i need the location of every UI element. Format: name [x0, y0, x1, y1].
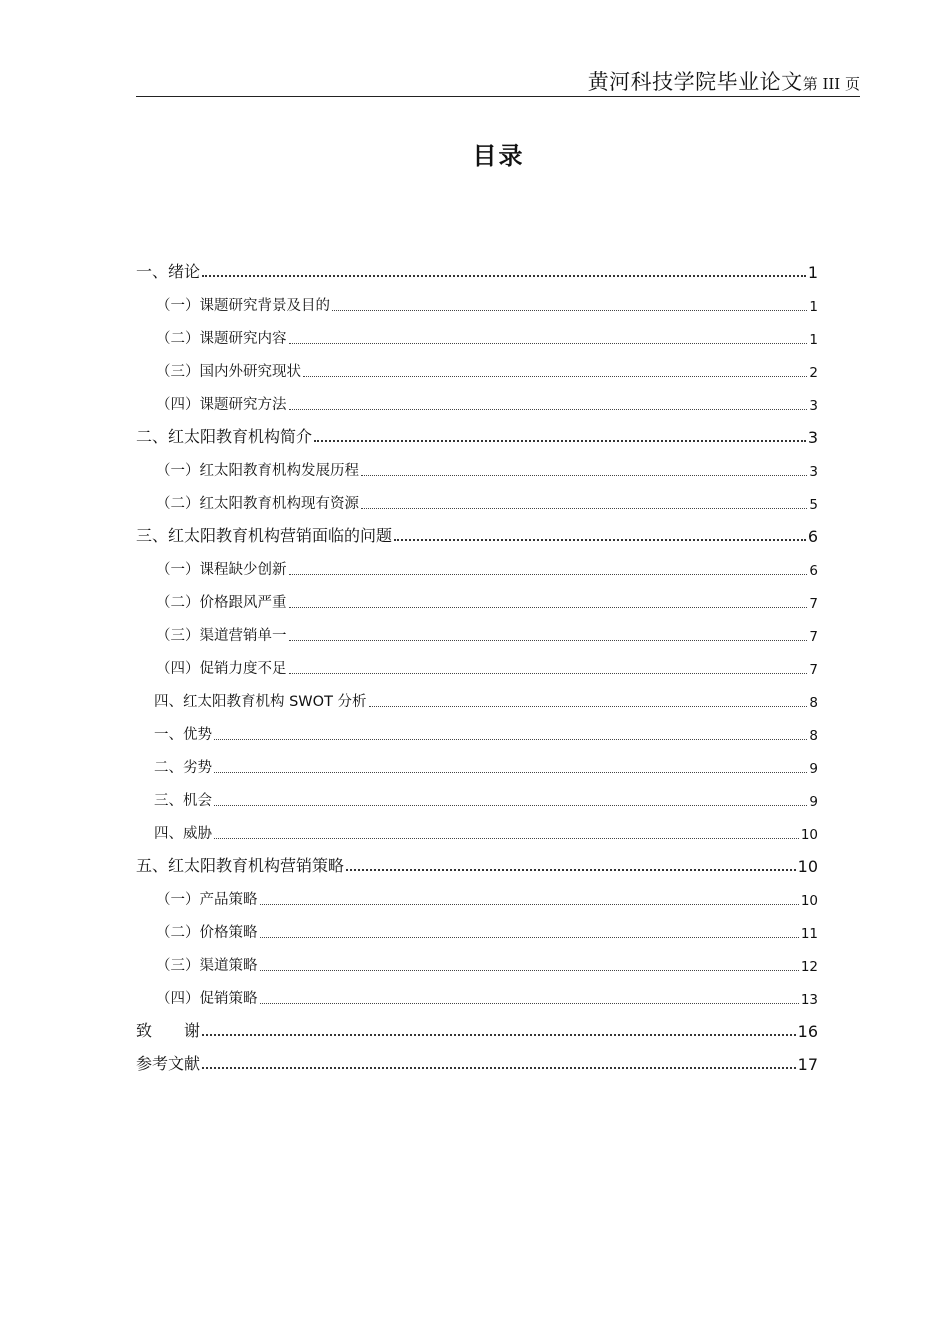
- toc-entry[interactable]: [136, 711, 818, 744]
- toc-entry[interactable]: [136, 315, 818, 348]
- dot-leader: [289, 640, 808, 641]
- toc-entry-page: 13: [800, 992, 818, 1008]
- dot-leader: [202, 275, 806, 277]
- toc-entry-label: （二）价格策略: [156, 925, 258, 941]
- page-number: 第 III 页: [802, 75, 860, 93]
- toc-entry[interactable]: [136, 942, 818, 975]
- toc-entry-label: （三）渠道营销单一: [156, 628, 287, 644]
- dot-leader: [260, 1003, 799, 1004]
- dot-leader: [289, 409, 808, 410]
- toc-entry-label: （三）国内外研究现状: [156, 364, 301, 380]
- dot-leader: [214, 838, 799, 839]
- toc-entry-page: 12: [800, 959, 818, 975]
- dot-leader: [332, 310, 807, 311]
- toc-entry-label: 一、绪论: [136, 262, 201, 281]
- toc-entry-label: 参考文献: [136, 1054, 201, 1073]
- page-title: 目录: [472, 142, 525, 170]
- dot-leader: [289, 343, 808, 344]
- toc-entry[interactable]: [136, 1008, 818, 1041]
- toc-entry-page: 3: [809, 398, 818, 414]
- toc-entry[interactable]: [136, 909, 818, 942]
- toc-entry-page: 3: [807, 428, 818, 447]
- toc-entry-page: 10: [800, 893, 818, 909]
- toc-entry-page: 3: [809, 464, 818, 480]
- dot-leader: [214, 772, 807, 773]
- toc-entry-label: 二、劣势: [154, 760, 212, 776]
- toc-entry-label: 一、优势: [154, 727, 212, 743]
- toc-entry-page: 7: [809, 629, 818, 645]
- toc-entry[interactable]: [136, 612, 818, 645]
- toc-entry-page: 1: [809, 299, 818, 315]
- toc-entry-label: （二）价格跟风严重: [156, 595, 287, 611]
- toc-entry[interactable]: [136, 810, 818, 843]
- toc-entry-page: 1: [809, 332, 818, 348]
- dot-leader: [289, 607, 808, 608]
- toc-entry[interactable]: [136, 678, 818, 711]
- toc-entry-page: 8: [809, 728, 818, 744]
- toc-entry-page: 9: [809, 761, 818, 777]
- dot-leader: [214, 805, 807, 806]
- toc-entry[interactable]: [136, 348, 818, 381]
- dot-leader: [289, 673, 808, 674]
- toc-entry[interactable]: [136, 249, 818, 282]
- toc-entry[interactable]: [136, 579, 818, 612]
- toc-entry-page: 9: [809, 794, 818, 810]
- toc-entry-page: 6: [807, 527, 818, 546]
- dot-leader: [369, 706, 808, 707]
- dot-leader: [303, 376, 807, 377]
- toc-entry-page: 17: [797, 1055, 818, 1074]
- toc-entry-label: 三、机会: [154, 793, 212, 809]
- dot-leader: [260, 904, 799, 905]
- toc-entry-page: 10: [800, 827, 818, 843]
- dot-leader: [361, 508, 807, 509]
- toc-entry-page: 8: [809, 695, 818, 711]
- dot-leader: [394, 539, 806, 541]
- toc-entry-page: 16: [797, 1022, 818, 1041]
- toc-entry[interactable]: [136, 381, 818, 414]
- school-name: 黄河科技学院毕业论文: [587, 70, 803, 94]
- toc-entry[interactable]: [136, 777, 818, 810]
- toc-entry-label: （一）课程缺少创新: [156, 562, 287, 578]
- toc-entry[interactable]: [136, 876, 818, 909]
- toc-entry-page: 10: [797, 857, 818, 876]
- dot-leader: [260, 970, 799, 971]
- page-header: [136, 66, 860, 97]
- dot-leader: [346, 869, 796, 871]
- toc-entry-label: （三）渠道策略: [156, 958, 258, 974]
- toc-entry-page: 7: [809, 596, 818, 612]
- toc-entry-label: 四、红太阳教育机构 SWOT 分析: [154, 694, 367, 710]
- toc-entry-label: （二）课题研究内容: [156, 331, 287, 347]
- toc-entry-page: 1: [807, 263, 818, 282]
- dot-leader: [202, 1067, 796, 1069]
- toc-entry-label: （一）课题研究背景及目的: [156, 298, 330, 314]
- toc-entry[interactable]: [136, 744, 818, 777]
- toc-entry-label: （一）产品策略: [156, 892, 258, 908]
- toc-entry[interactable]: [136, 447, 818, 480]
- toc-entry-page: 6: [809, 563, 818, 579]
- dot-leader: [314, 440, 806, 442]
- toc-entry[interactable]: [136, 546, 818, 579]
- toc-entry-page: 5: [809, 497, 818, 513]
- toc-entry[interactable]: [136, 1041, 818, 1074]
- toc-entry[interactable]: [136, 414, 818, 447]
- toc-entry-label: （一）红太阳教育机构发展历程: [156, 463, 359, 479]
- toc-entry-label: 五、红太阳教育机构营销策略: [136, 856, 345, 875]
- toc-entry-label: 四、威胁: [154, 826, 212, 842]
- table-of-contents: [136, 249, 818, 1074]
- toc-entry[interactable]: [136, 282, 818, 315]
- toc-entry[interactable]: [136, 975, 818, 1008]
- toc-entry-page: 2: [809, 365, 818, 381]
- toc-entry-page: 7: [809, 662, 818, 678]
- dot-leader: [260, 937, 799, 938]
- toc-entry-label: （四）促销力度不足: [156, 661, 287, 677]
- dot-leader: [361, 475, 807, 476]
- toc-entry-label: 致 谢: [136, 1021, 201, 1040]
- toc-entry[interactable]: [136, 480, 818, 513]
- toc-entry[interactable]: [136, 645, 818, 678]
- dot-leader: [289, 574, 808, 575]
- toc-entry-label: （四）促销策略: [156, 991, 258, 1007]
- toc-entry-label: 三、红太阳教育机构营销面临的问题: [136, 526, 393, 545]
- dot-leader: [214, 739, 807, 740]
- toc-entry[interactable]: [136, 843, 818, 876]
- toc-entry-page: 11: [800, 926, 818, 942]
- toc-entry-label: （二）红太阳教育机构现有资源: [156, 496, 359, 512]
- dot-leader: [202, 1034, 796, 1036]
- toc-entry[interactable]: [136, 513, 818, 546]
- toc-entry-label: （四）课题研究方法: [156, 397, 287, 413]
- toc-entry-label: 二、红太阳教育机构简介: [136, 427, 313, 446]
